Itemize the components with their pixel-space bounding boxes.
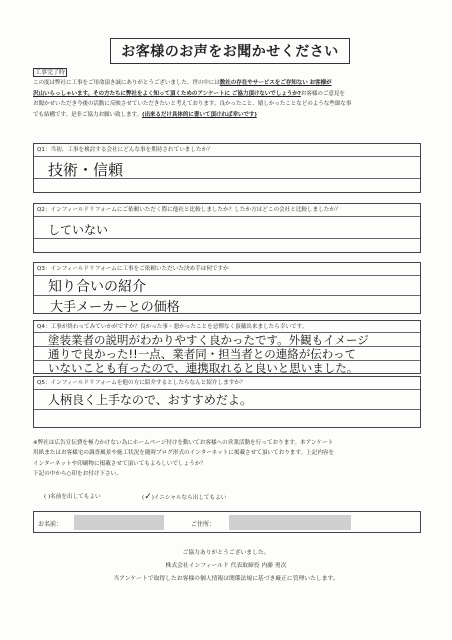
name-label: お名前： (38, 521, 63, 528)
answer-2-handwriting: していない (48, 223, 109, 237)
intro-line-2: お客様のご意見を (300, 90, 345, 97)
question-3-box (33, 262, 421, 314)
answer-3-handwriting-2: 大手メーカーとの価格 (50, 300, 180, 315)
answer-3-handwriting-1: 知り合いの紹介 (48, 279, 146, 295)
intro-text (33, 78, 421, 120)
consent-option-name[interactable]: ( )名前を出してもよい (44, 494, 101, 500)
address-label: ご住所： (191, 521, 216, 528)
consent-initials-label: )イニシャルなら出してもよい (151, 495, 227, 501)
intro-line-1: この度は弊社に工事をご用命頂き誠にありがとうございました。世の中には (33, 80, 220, 86)
answer-5-handwriting: 人柄良く上手なので、おすすめだよ。 (48, 393, 252, 407)
answer-4-handwriting-2: 通りで良かった!!一点、業者同・担当者との連絡が伝わって (48, 347, 357, 361)
intro-line-2-emphasis-b: その方たちに弊社をよく知って頂くためのアンケートに ご協力頂けないでしょうか? (92, 90, 301, 97)
paren-open: ( (142, 495, 145, 501)
consent-option-initials[interactable] (142, 492, 226, 502)
intro-line-4: でも結構です。是非ご協力お願い致します。 (33, 111, 142, 118)
name-address-box (33, 511, 421, 533)
checkmark-icon: ✓ (144, 492, 152, 502)
question-5-box (33, 376, 421, 428)
question-1-box (33, 143, 421, 193)
page-title: お客様のお声をお聞かせください (110, 38, 350, 64)
note-line-1: ※弊社は広告宣伝費を極力かけない為にホームページ付けを動いてお客様への営業活動を行っております。本アンケート (33, 440, 334, 446)
intro-line-4-emphasis: (出来るだけ具体的に書いて頂ければ幸いです) (141, 111, 257, 118)
intro-line-1-emphasis: 数社の存在やサービスをご存知ない お客様が (219, 80, 332, 86)
answer-line (34, 409, 420, 410)
answer-1-handwriting: 技術・信頼 (48, 161, 124, 179)
answer-4-handwriting-1: 塗装業者の説明がわかりやすく良かったです。外観もイメージ (48, 333, 369, 347)
note-line-2: 用紙またはお客様宅の調査風景や施工状況を随時ブログ形式のインターネットに掲載させて頂いております。上記内容を (33, 450, 335, 457)
question-4-label: Q4：工事が終わってみていかがですか？良かった事・悪かったことを忌憚なく頂戴出来ましたら幸いです。 (37, 324, 308, 330)
footer-thanks: ご協力ありがとうございました。 (182, 550, 270, 556)
redacted-name (74, 515, 164, 530)
answer-line (34, 238, 420, 239)
question-2-box (33, 203, 421, 253)
question-2-label: Q2：インフィールドリフォームにご依頼いただく際に他社と比較しましたか？したか方はどこの会社と比較しましたか？ (37, 207, 341, 213)
footer-company: 株式会社インフィールド 代表取締役 内藤 勇次 (165, 563, 287, 569)
note-line-4: 下記の中から○印をお付け下さい。 (33, 471, 122, 478)
section-tag: 工事完了時 (34, 69, 65, 76)
publication-note (33, 438, 421, 480)
note-line-3: インターネットや印刷物に掲載させて頂いてもよろしいでしょうか？ (33, 460, 206, 467)
answer-line (34, 389, 420, 390)
question-1-label: Q1：当初、工事を検討する会社にどんな事を期待されていましたか？ (37, 147, 213, 153)
intro-line-3: お聞かせいただき今後の活動に反映させていただきたいと考えております。良かったこと、嬉しかったことなどのような些細な事 (33, 101, 352, 107)
redacted-address (229, 515, 351, 530)
footer-privacy: 当アンケートで取得したお客様の個人情報は関係法規に基づき厳正に管理いたします。 (113, 576, 339, 582)
answer-line (34, 156, 420, 157)
question-4-box (33, 320, 421, 374)
intro-line-2-emphasis-a: 沢山いらっしゃいます。 (33, 90, 93, 97)
answer-line (34, 216, 420, 217)
question-5-label: Q5：インフィールドリフォームを他の方に紹介するとしたらなんと紹介しますか？ (37, 380, 246, 386)
question-3-label: Q3：インフィールドリフォームに工事をご依頼いただいた決め手は何ですか (37, 266, 229, 272)
answer-4-handwriting-3: いないことも有ったので、連携取れると良いと思いました。 (48, 361, 359, 375)
